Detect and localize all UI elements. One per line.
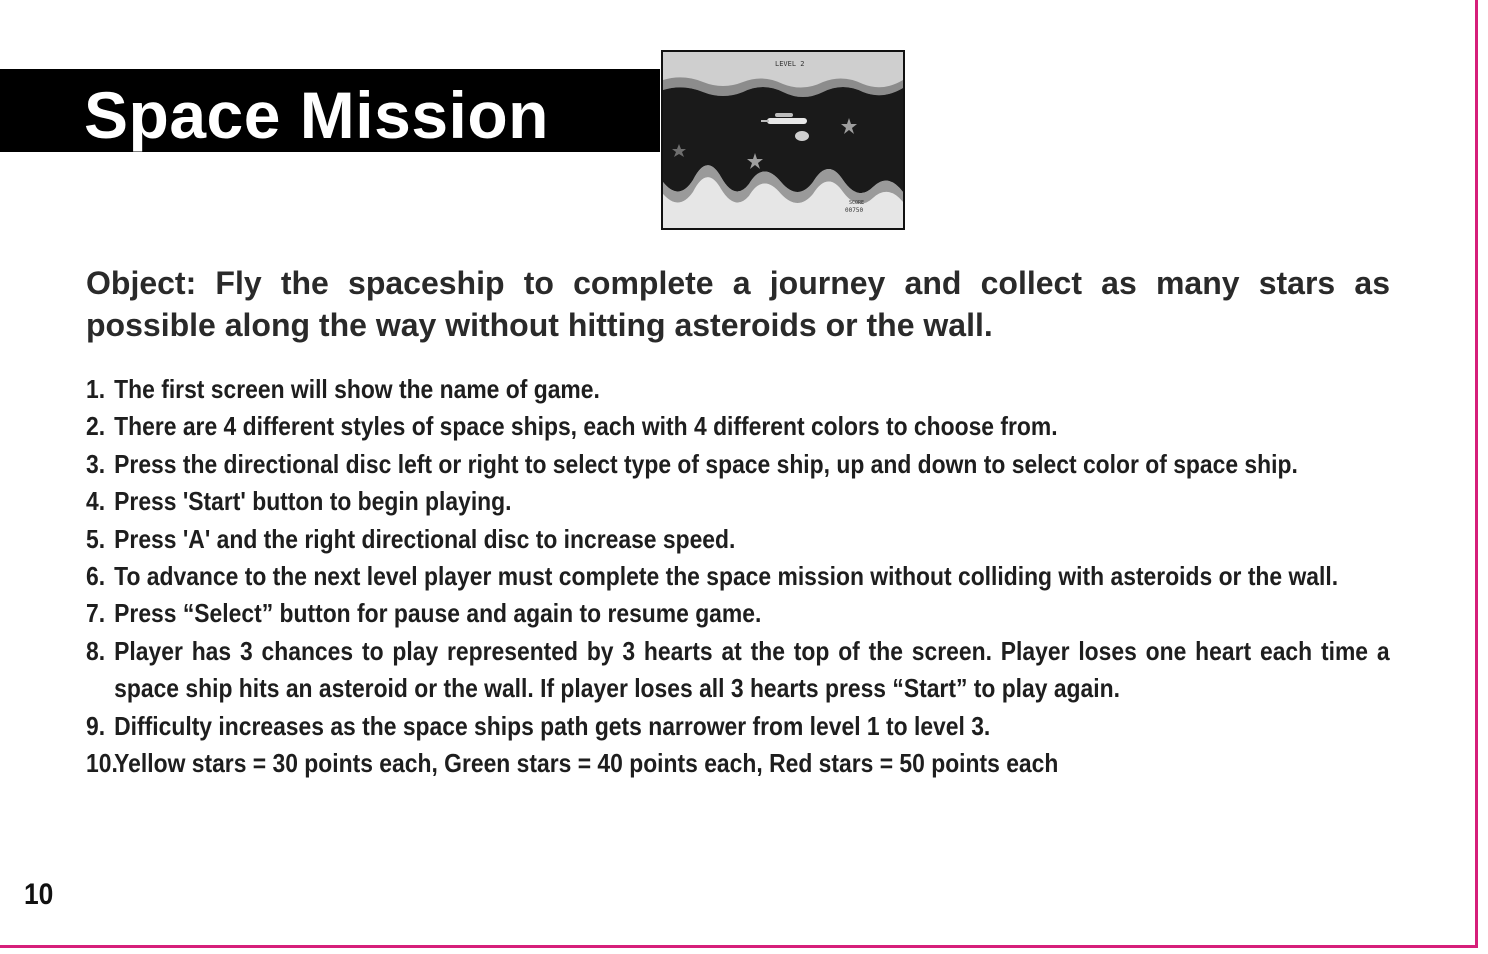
instruction-item: 9. Difficulty increases as the space ships path gets narrower from level 1 to level 3. [86,710,991,741]
instruction-item: 5. Press 'A' and the right directional disc to increase speed. [86,523,736,554]
instruction-item: 1. The first screen will show the name of game. [86,374,600,404]
instruction-item: 6. To advance to the next level player must complete the space mission without colliding with asteroids or the wall. [86,561,1339,592]
instruction-item: 10. Yellow stars = 30 points each, Green stars = 40 points each, Red stars = 50 points each [86,748,1059,779]
page-border-right [1475,0,1478,948]
game-screenshot [661,50,905,230]
instruction-item: 3. Press the directional disc left or right to select type of space ship, up and down to select color of space ship. [86,448,1298,479]
score-value: 00750 [845,207,864,214]
instruction-item: 8. Player has 3 chances to play represented by 3 hearts at the top of the screen. Player loses one heart each time a space ship hits an asteroid or the wall. If player loses all 3 hearts press “Start” to play again. [86,635,1390,704]
instruction-item: 4. Press 'Start' button to begin playing. [86,486,512,517]
instruction-item: 7. Press “Select” button for pause and again to resume game. [86,598,762,629]
score-label: SCORE [849,200,865,206]
instruction-list [86,371,1390,782]
level-label: LEVEL 2 [775,60,805,68]
page-number: 10 [24,878,54,911]
objective-text: Object: Fly the spaceship to complete a journey and collect as many stars as possible along the way without hitting asteroids or the wall. [86,265,1390,343]
page-border-bottom [0,945,1478,948]
page-title: Space Mission [84,78,549,152]
instruction-item: 2. There are 4 different styles of space ships, each with 4 different colors to choose from. [86,411,1058,442]
